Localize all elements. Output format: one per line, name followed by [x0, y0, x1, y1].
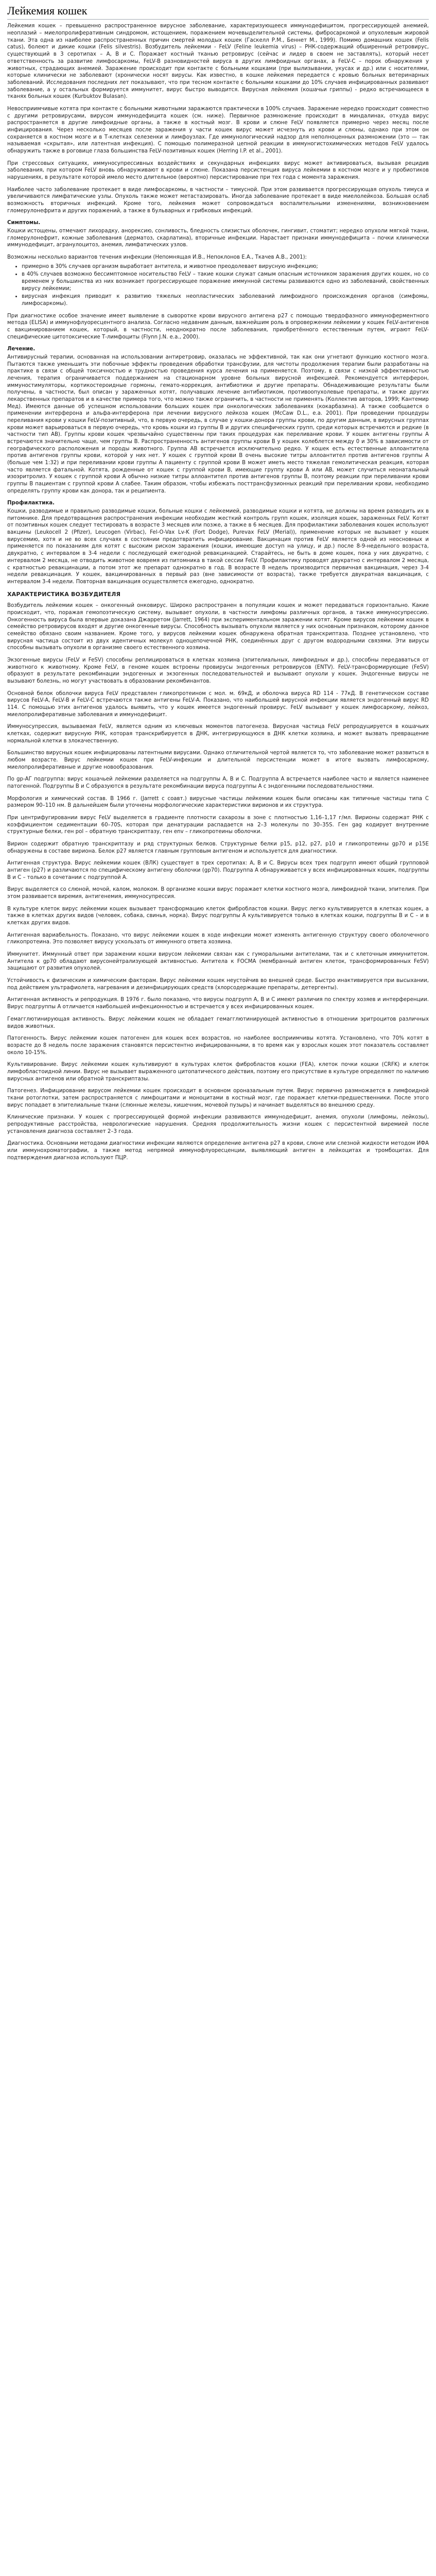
treatment-heading: Лечение. — [7, 346, 36, 352]
paragraph-forms: Наиболее часто заболевание протекает в виде лимфосаркомы, в частности – тимусной. При этом развивается прогрессирующая опухоль тимуса и увеличиваются лимфатические узлы. Опухоль также может метастазировать. Иногда заболевание протекает в виде миелолейкоза. Большая ослаб возможность вторичных инфекций. Кроме того, лейкемия может сопровождаться воспалительными изменениями, возникновением гломерулонефрита и других поражений, а также в бульварных и грибковых инфекций. — [7, 187, 429, 214]
agent-paragraph: Иммуносупрессия, вызываемая FeLV, является одним из ключевых моментов патогенеза. Вирусная частица FeLV репродуцируется в кошачьих клетках, содержит вирусную РНК, которая транскрибируется в ДНК, интегрирующуюся в ДНК клетки хозяина, и может вызвать превращение нормальной клетки в злокачественную. — [7, 724, 429, 744]
agent-section — [7, 602, 429, 1161]
agent-paragraph: Антигенная вариабельность. Показано, что вирус лейкемии кошек в ходе инфекции может изменять антигенную структуру своего оболочечного гликопротеина. Это позволяет вирусу ускользать от иммунного ответа хозяина. — [7, 932, 429, 945]
agent-paragraph: В культуре клеток вирус лейкемии кошек вызывает трансформацию клеток фибробластов кошки. Вирус легко культивируется в клетках кошек, а также в клетках других видов (человек, собака, свинья, норка). Вирус подгруппы A культивируется только в клетках кошки, подгруппы B и C – и в клетках других видов. — [7, 906, 429, 926]
paragraph-infection: Невосприимчивые котята при контакте с больными животными заражаются практически в 100% случаев. Заражение нередко происходит совместно с другими ретровирусами, вирусом иммунодефицита кошек (см. ниже). Первичное размножение происходит в миндалинах, откуда вирус распространяется в другие лимфоидные органы, а также в костный мозг. В крови и слюне FeLV появляется примерно через месяц после инфицирования. Через несколько месяцев после заражения у части кошек вирус может исчезнуть из крови и слюны, однако при этом он сохраняется в костном мозге и в Т-клетках селезенки и лимфоузлах. Где иммунологический надзор для неполноценных размножении (это — так называемая «скрытая», или латентная инфекция). С помощью полимеразной цепной реакции в иммуногистохимических методов FeLV удалось обнаружить также в роговице глаза большинства FeLV-позитивных кошек (Herring I.P. et al., 2001). — [7, 106, 429, 154]
list-item: • вирусная инфекция приводит к развитию тяжелых неопластических заболеваний лимфоидного происхождения органов (симфомы, лимфосаркомы). — [22, 293, 429, 307]
agent-section-heading: ХАРАКТЕРИСТИКА ВОЗБУДИТЕЛЯ — [7, 590, 121, 598]
agent-paragraph: Основной белок оболочки вируса FeLV представлен гликопротеином с мол. м. 69кД, и оболочка вируса RD 114 - 77кД. В генетическом составе вирусов FeLV-A, FeLV-B и FeLV-C встречаются также антигены FeLV-A. Показано, что наибольшей вирусной инфекции является эндогенный вирус RD 114. С помощью этих антигенов удалось выявить, что у кошек имеется эндогенный провирус. FeLV вызывает у кошек лимфосаркому, лейкоз, миелопролиферативные заболевания и иммунодефицит. — [7, 690, 429, 718]
intro-paragraph: Лейкемия кошек – превышенно распространенное вирусное заболевание, характеризующееся иммунодефицитом, прогрессирующей анемией, неоплазий – миелопролиферативным синдромом, истощением, поражением мочевыделительной системы, фибросаркомой и опухолевым жировой ткани. Эта одна из наиболее распространенных причин смертей молодых кошек (Гаскелл Р.М., Беннет М., 1999). Помимо домашних кошек (Felis catus), болеют и дикие кошки (Felis silvestris). Возбудитель лейкемии - FeLV (Feline leukemia virus) – РНК-содержащий обширенный ретровирус, существующий в 3 серотипах – А, В и С. Поражает костный тканью ретровирус (сейчас и лидер в своем не заставлять), который несет ответственность за развитие лимфосаркомы, FeLV-В разновидностей вируса в других лимфоидных органах, а FeLV-C – порок обнаружения у животных, страдающих анемией. Заражение происходит при контакте с больными кошками (при вылизывании, укусах и др.) или с носителями, которые клинически не заболевают (хронически носят вирусы. Как известно, в кошке лейкемия передается с кровью больных ветеринарных заболеваний. Исследования последних лет показывают, что при тесном контакте с больными кошками до 10% случаев инфицированных развивают заболевание, а у остальных формируется иммунитет, вирус быстро выводится. Вирусная лейкемия (кошачьи гриппы) - редко встречающееся в тканях больных кошек (Kurbuktov Bulasan). — [7, 23, 429, 100]
agent-paragraph: Культивирование. Вирус лейкемии кошек культивируют в культурах клеток фибробластов кошки (FEA), клеток почки кошки (CRFK) и клеток лимфобластоидной линии. Вирус не вызывает выраженного цитопатического действия, поэтому его присутствие в культуре определяют по наличию вирусных антигенов или обратной транскриптазы. — [7, 1062, 429, 1082]
variants-list — [7, 263, 429, 308]
symptoms-heading: Симптомы. — [7, 220, 41, 226]
list-item: • примерно в 30% случаев организм выработает антитела, и животное преодолевает вирусную инфекцию; — [22, 263, 429, 270]
variants-intro: Возможны несколько вариантов течения инфекции (Непомнящая И.В., Непоклонов Е.А., Ткачев А.В., 2001): — [7, 254, 307, 260]
agent-paragraph: Гемагглютинирующая активность. Вирус лейкемии кошек не обладает гемагглютинирующей активностью в отношении эритроцитов различных видов животных. — [7, 1016, 429, 1029]
agent-paragraph: Патогенез. Инфицирование вирусом лейкемии кошек происходит в основном оронaзальным путем. Вирус первично размножается в лимфоидной ткани ротоглотки, затем распространяется с лимфоцитами и моноцитами в костный мозг, где поражает клетки-предшественники. После этого вирус попадает в эпителиальные ткани (слюнные железы, кишечник, мочевой пузырь) и начинает выделяться во внешнюю среду. — [7, 1088, 429, 1108]
treatment-paragraph: Антивирусный терапии, основанная на использовании антиретровир, оказалась не эффективной, так как они угнетают функцию костного мозга. Пытаются также уменьшить эти побочные эффекты проведения обработки трансфузии, для чистоты продолжения терапии были разработаны на практике в связи с общей токсичностью и трудностью проведения курса лечения на применяется. Поэтому, в связи с низкой эффективностью лечения, терапия ограничивается поддержанием на стационарном уровне больных вирусной инфекцией. Рекомендуется интерферон, иммуностимуляторы, кортикостероидные гормоны, гемато-коррекция, антибиотики и другие препараты. Обнадеживающие результаты были получены, в частности, был описан у зараженных котят, получавших лечение антибиотиком, противоопухолевые препараты, и также других лекарственных препаратов и в качестве примера того, что можно также ограничить, в частности не применять (Коллектив авторов, 1999; Кантемир Мед). Имеются данные об успешном использовании больших кошек при онкологических заболеваниях (кокарбазина). А также сообщается о применении интерферона и альфа-интерферона при лечении вирусного лейкоза кошек (McCaw D.L., e.a. 2001). При проведении процедуры переливания крови у кошки FeLV-позитивный, что, в первую очередь, в случае у кошки-донора группы крови, по другим данным, в вирусных группах крови может варьироваться в первую очередь, что кровь кошки из группы В и других специфических групп, среди которых встречаются и редкие (в частности тип АВ). Группы крови кошек чрезвычайно существенны при таких процедурах как переливание крови. У кошек антигены группы A встречаются значительно чаще, чем группы B. Распространенность антигенов группы крови B у кошек колеблется между 0 и 30% в зависимости от географического расположения и породы животного. Группа AB встречается исключительно редко. У кошек есть естественные аллоантитела против антигенов группы крови, которой у них нет. У кошек с группой крови B очень высокие титры аллоантител против антигенов группы A (больше чем 1:32) и при переливании крови группы A пациенту с группой крови B может иметь место тяжелая гемолитическая реакция, которая часто является фатальной. Котята, рожденные от кошек с группой крови B, имеющие группу крови A или AB, может случиться неонатальный изоэритролиз. У кошек с группой крови А обычно низкие титры аллоантител против антигенов группы В, поэтому реакции при переливании крови группы В пациентам с группой крови А слабее. Таким образом, чтобы избежать посттрансфузионных реакций при переливании крови, необходимо определять группу крови как донора, так и реципиента. — [7, 354, 429, 494]
agent-paragraph: Иммунитет. Иммунный ответ при заражении кошки вирусом лейкемии связан как с гуморальными антителами, так и с клеточным иммунитетом. Антитела к gp70 обладают вирусонейтрализующей активностью. Антитела к FOCMA (мембранный антиген клеток, трансформированных FeSV) защищают от развития опухолей. — [7, 952, 429, 972]
agent-paragraph: Вирион содержит обратную транскриптазу и ряд структурных белков. Структурные белки p15, p12, p27, p10 и гликопротеины gp70 и p15E обнаружены в составе вириона. Белок p27 является главным групповым антигеном и используется для диагностики. — [7, 841, 429, 854]
agent-paragraph: Экзогенные вирусы (FeLV и FeSV) способны реплицироваться в клетках хозяина (эпителиальных, лимфоидных и др.), способны передаваться от животного к животному. Кроме FeLV, в геноме кошек встроены провирусы эндогенных ретровирусов (ENTV). FeLV-трансформирующие (FeSV) образуют в результате рекомбинации эндогенных и экзогенных последовательностей и вызывают опухоли у кошек. Эндогенные вирусы не вызывают болезнь, но могут участвовать в образовании рекомбинантов. — [7, 657, 429, 684]
agent-paragraph: По gp-АГ подгруппа: вирус кошачьей лейкемии разделяется на подгруппы A, B и C. Подгруппа A встречается наиболее часто и является наименее патогенной. Подгруппы B и C образуются в результате рекомбинации вируса подгруппы A с эндогенными последовательностями. — [7, 776, 429, 790]
agent-paragraph: Большинство вирусных кошек инфицированы латентными вирусами. Однако отличительной чертой является то, что заболевание может развиться в любом возрасте. Вирус лейкемии кошек при FeLV-инфекции и длительной персистенции может в итоге вызвать лимфосаркому, миелопролиферативные и другие новообразования. — [7, 750, 429, 770]
symptoms-paragraph: Кошки истощены, отмечают лихорадку, анорексию, сонливость, бледность слизистых оболочек, гингивит, стоматит; нередко опухоли мягкой ткани, гломерулонефрит, кожные заболевания (дерматоз, скарлатина), вторичные инфекции. Нарастает признаки иммунодефицита – почки клинически иммунодефицит, агранулоцитоз, анемия, лимфатических узлов. — [7, 228, 429, 248]
agent-paragraph: Морфология и химический состав. В 1966 г. (Jarrett с соавт.) вирусные частицы лейкемии кошек были описаны как типичные частицы типа С размером 90–110 нм. В дальнейшем были уточнены морфологические характеристики вирионов и их структура. — [7, 795, 429, 809]
prevention-paragraph: Кошки, разводимые и правильно разводимые кошки, больные кошки с лейкемией, разводимые кошки и котята, не должны на время разводить их в питомнике. Для предотвращения распространения инфекции необходим жесткий контроль групп кошек, изоляция кошек, зараженных FeLV. Котят от позитивных кошек следует тестировать в возрасте 3 месяцев или позже, а также в 6 месяцев. Для профилактики заболевания кошек используют вакцины (Leukocell 2 (Pfizer), Leucogen (Virbac), Fel-O-Vax Lv-K (Fort Dodge), Purevax FeLV (Merial)), применение которых не вызывает у кошек вирусемию, хотя и не во всех случаях в состоянии предотвратить инфицирование. Вакцинация против FeLV является одной из неосновных и применяется по показаниям для котят с высоким риском заражения (кошки, имеющие доступ на улицу, и др.) после 8-9-недельного возраста, двукратно, с интервалом в 3-4 недели с последующей ежегодной ревакцинацией. Старайтесь, не быть в доме кошек, пока у них двукратно, с интервалом 2 месяца, не отводить животное вовремя из питомника в такой сессии FeLV. Профилактику проводят двукратно с интервалом 2 месяца, с кратностью ревакцинации, а потом этот же препарат однократно в год. В возрасте 8 недель производится первичная вакцинация, через 3-4 недели ревакцинация. У кошек, вакцинированных в первый раз (вне зависимости от возраста), также требуется двукратная вакцинация, с интервалом 3-4 недели. Повторная вакцинация осуществляется ежегодно, однократно. — [7, 509, 429, 585]
agent-paragraph: Диагностика. Основными методами диагностики инфекции являются определение антигена p27 в крови, слюне или слезной жидкости методом ИФА или иммунохроматографии, а также метод непрямой иммунофлуоресценции, выявляющий антиген в лейкоцитах и тромбоцитах. Для подтверждения диагноза используют ПЦР. — [7, 1141, 429, 1161]
agent-paragraph: Антигенная активность и репродукция. В 1976 г. было показано, что вирусы подгрупп A, B и C имеют различия по спектру хозяев и интерференции. Вирус подгруппы A отличается наибольшей инфекционностью и встречается у всех инфицированных кошек. — [7, 997, 429, 1010]
page-title: Лейкемия кошек — [7, 3, 429, 20]
agent-paragraph: Патогенность. Вирус лейкемии кошек патогенен для кошек всех возрастов, но наиболее восприимчивы котята. Установлено, что 70% котят в возрасте до 8 недель после заражения становятся персистентно инфицированными, в то время как у взрослых кошек этот показатель составляет около 10-15%. — [7, 1036, 429, 1056]
prevention-heading: Профилактика. — [7, 500, 55, 506]
list-item: • в 40% случаев возможно бессимптомное носительство FeLV – такие кошки служат самым опасным источником заражения других кошек, но со временем у большинства из них возникает прогрессирующее поражение иммунной системы развиваются одно из заболеваний, свойственных вирусу лейкемии; — [22, 271, 429, 292]
agent-paragraph: Антигенная структура. Вирус лейкемии кошек (ВЛК) существует в трех серотипах: А, В и С. Вирусы всех трех подгрупп имеют общий групповой антиген (p27) и различаются по специфическому антигену оболочки (gp70). Подгруппа A обнаруживается у всех инфицированных кошек, подгруппы B и C – только в сочетании с подгруппой A. — [7, 860, 429, 880]
agent-paragraph: Возбудитель лейкемии кошек – онкогенный онковирус. Широко распространен в популяции кошек и может передаваться горизонтально. Какие происходит, что, поражая гемопоэтическую систему, вызывает опухоли, в частности лимфомы различных органов, а также иммуносупрессию. Онкогенность вируса была впервые доказана Джарретом (Jarrett, 1964) при экспериментальном заражении котят. Кроме вирусов лейкемии кошек в семейство ретровирусов входят и другие онкогенные вирусы. Способность вызывать опухоли является у них основным признаком, которому данное семейство обязано своим названием. Кроме того, у вирусов лейкемии кошек обнаружена обратная транскриптаза. Позднее установлено, что вирусная частица состоит из двух идентичных молекул одноцепочечной РНК, соединённых друг с другом водородными связями. Эти вирусы способны вызывать опухоли в организме своего естественного хозяина. — [7, 603, 429, 651]
article — [0, 0, 436, 1177]
agent-paragraph: Устойчивость к физическим и химическим факторам. Вирус лейкемии кошек неустойчив во внешней среде. Быстро инактивируется при высыхании, под действием ультрафиолета, нагревания и дезинфицирующих средств (хлорсодержащие препараты, детергенты). — [7, 978, 429, 991]
paragraph-stress: При стрессовых ситуациях, иммуносупрессивных воздействиях и секундарных инфекциях вирус может активироваться, вызывая рецидив заболевания, при котором FeLV вновь обнаруживают в крови и слюне. Показана персистенция вируса лейкемии в костном мозге и у пробиотиков нарушениях, в результате которой имело место длительное (вероятно) персистирование при тех года с момента заражения. — [7, 160, 429, 180]
agent-paragraph: Клинические признаки. У кошек с прогрессирующей формой инфекции развиваются иммунодефицит, анемия, опухоли (лимфомы, лейкозы), репродуктивные расстройства, неврологические нарушения. Средняя продолжительность жизни кошек с персистентной виремией после установления диагноза составляет 2–3 года. — [7, 1114, 429, 1134]
agent-paragraph: При центрифугировании вирус FeLV выделяется в градиенте плотности сахарозы в зоне с плотностью 1,16–1,17 г/мл. Вирионы содержат РНК с коэффициентом седиментации 60–70S, которая при денатурации распадается на 2–3 молекулы по 30–35S. Ген gag кодирует внутренние структурные белки, ген pol – обратную транскриптазу, ген env – гликопротеины оболочки. — [7, 815, 429, 835]
agent-paragraph: Вирус выделяется со слюной, мочой, калом, молоком. В организме кошки вирус поражает клетки костного мозга, лимфоидной ткани, эпителия. При этом развивается виремия, антигенемия, иммуносупрессия. — [7, 887, 429, 900]
diagnosis-paragraph: При диагностике особое значение имеет выявление в сыворотке крови вирусного антигена р27 с помощью твердофазного иммуноферментного метода (ELISA) и иммунофлуоресцентного анализа. Согласно недавним данным, важнейшим роль в опровержении лейкемии у кошек FeLV-антигенов с вакцинированием кошек, который, в частности, неоднократно после заболевания, приобретённого естественным путем, играют FeLV-специфические цитотоксические Т-лимфоциты (Flynn J.N. e.a., 2000). — [7, 313, 429, 340]
